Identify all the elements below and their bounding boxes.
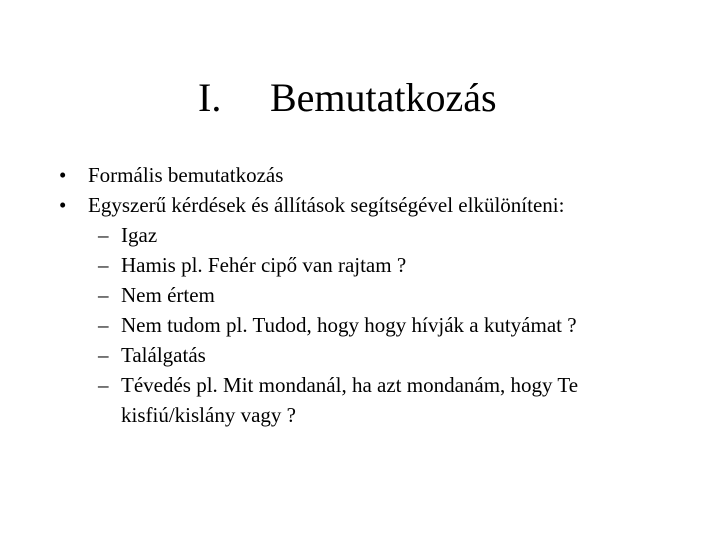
bullet-marker: • [59, 163, 67, 187]
bullet-item [0, 160, 720, 190]
sub-bullet-item [0, 220, 720, 250]
bullet-item [0, 190, 720, 220]
title-text: Bemutatkozás [270, 75, 497, 120]
sub-bullet-item [0, 250, 720, 280]
dash-marker: – [98, 223, 109, 247]
sub-bullet-item [0, 310, 720, 340]
sub-bullet-text: Nem tudom pl. Tudod, hogy hogy hívják a kutyámat ? [121, 313, 577, 337]
dash-marker: – [98, 313, 109, 337]
title-number: I. [198, 75, 222, 120]
dash-marker: – [98, 373, 109, 397]
sub-bullet-item [0, 280, 720, 310]
bullet-list [0, 160, 720, 430]
dash-marker: – [98, 253, 109, 277]
slide-title [0, 70, 720, 126]
dash-marker: – [98, 343, 109, 367]
sub-bullet-text: Hamis pl. Fehér cipő van rajtam ? [121, 253, 407, 277]
dash-marker: – [98, 283, 109, 307]
sub-bullet-text: Tévedés pl. Mit mondanál, ha azt mondanám, hogy Te kisfiú/kislány vagy ? [121, 373, 579, 427]
sub-bullet-text: Igaz [121, 223, 158, 247]
sub-bullet-text: Találgatás [121, 343, 206, 367]
bullet-text: Formális bemutatkozás [88, 163, 284, 187]
sub-bullet-item [0, 340, 720, 370]
sub-bullet-item [0, 370, 720, 430]
bullet-text: Egyszerű kérdések és állítások segítségével elkülöníteni: [88, 193, 565, 217]
bullet-marker: • [59, 193, 67, 217]
sub-bullet-text: Nem értem [121, 283, 215, 307]
